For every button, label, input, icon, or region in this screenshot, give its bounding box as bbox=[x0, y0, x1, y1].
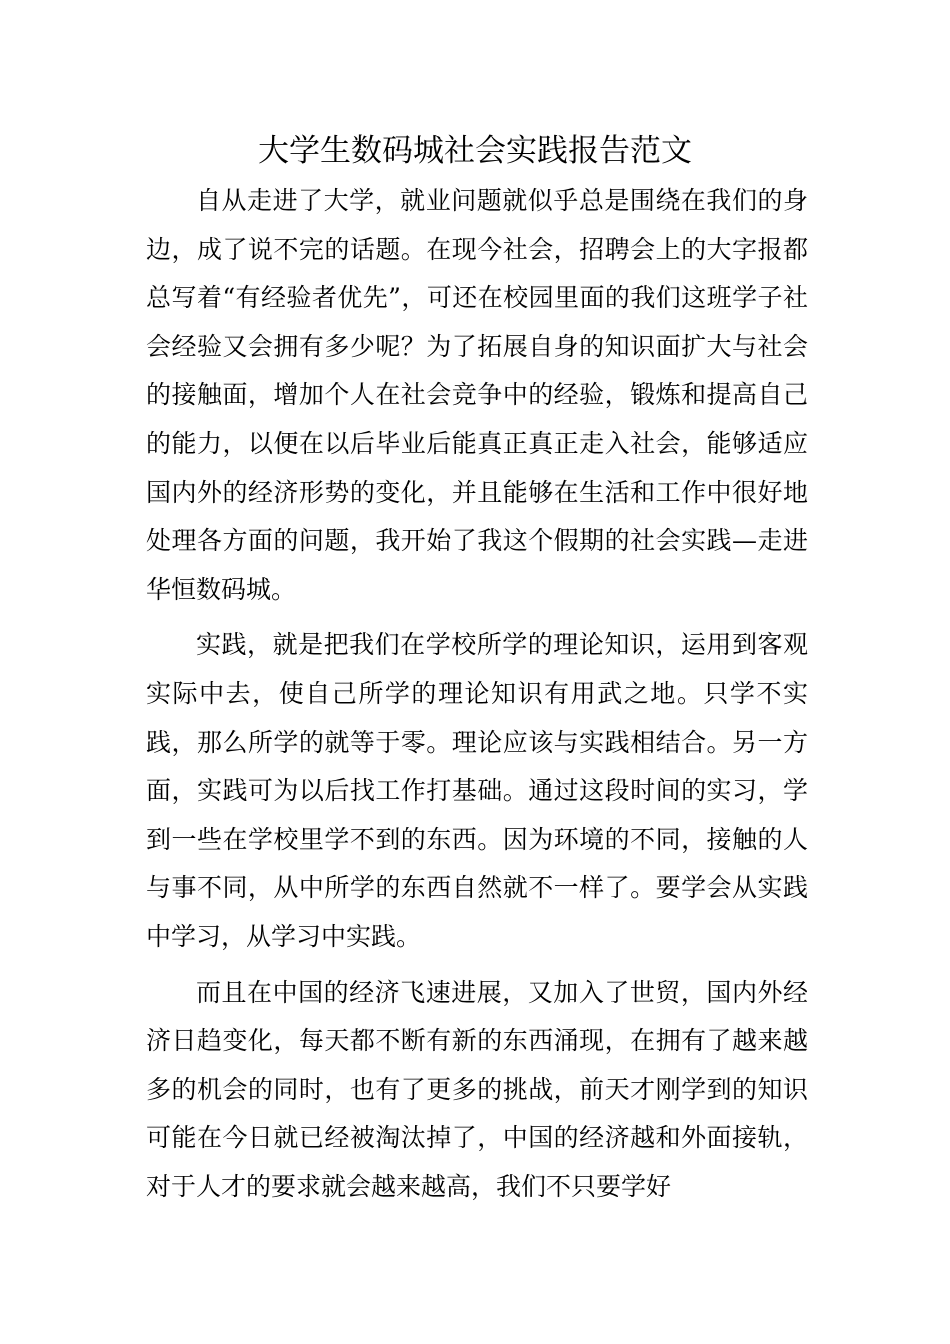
paragraph-2: 实践，就是把我们在学校所学的理论知识，运用到客观实际中去，使自己所学的理论知识有用武之地。只学不实践，那么所学的就等于零。理论应该与实践相结合。另一方面，实践可为以后找工作打基础。通过这段时间的实习，学到一些在学校里学不到的东西。因为环境的不同，接触的人与事不同，从中所学的东西自然就不一样了。要学会从实践中学习，从学习中实践。 bbox=[146, 630, 808, 951]
document-title: 大学生数码城社会实践报告范文 bbox=[258, 133, 692, 169]
paragraph-3: 而且在中国的经济飞速进展，又加入了世贸，国内外经济日趋变化，每天都不断有新的东西涌现，在拥有了越来越多的机会的同时，也有了更多的挑战，前天才刚学到的知识可能在今日就已经被淘汰掉了，中国的经济越和外面接轨，对于人才的要求就会越来越高，我们不只要学好 bbox=[146, 977, 808, 1201]
document-body bbox=[146, 177, 808, 1211]
paragraph-1: 自从走进了大学，就业问题就似乎总是围绕在我们的身边，成了说不完的话题。在现今社会，招聘会上的大字报都总写着“有经验者优先”，可还在校园里面的我们这班学子社会经验又会拥有多少呢？为了拓展自身的知识面扩大与社会的接触面，增加个人在社会竞争中的经验，锻炼和提高自己的能力，以便在以后毕业后能真正真正走入社会，能够适应国内外的经济形势的变化，并且能够在生活和工作中很好地处理各方面的问题，我开始了我这个假期的社会实践—走进华恒数码城。 bbox=[146, 186, 808, 604]
